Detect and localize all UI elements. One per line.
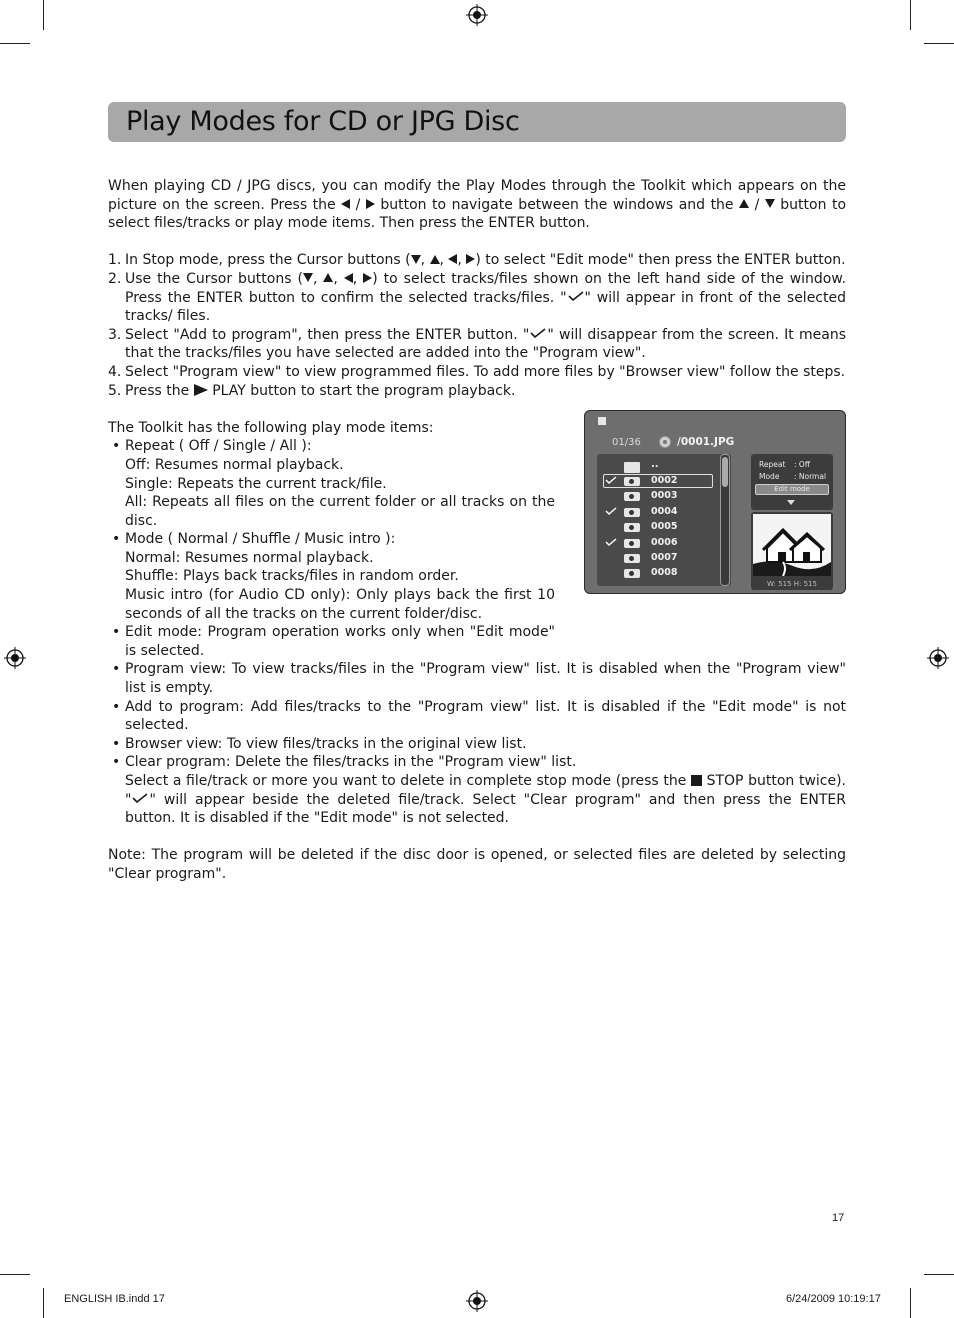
crop-mark: [43, 1288, 44, 1318]
list-item[interactable]: 0005: [597, 520, 717, 535]
step-item: 2. Use the Cursor buttons ( , , , ) to select tracks/files shown on the left hand side of the window. Press the ENTER button to confirm the selected tracks/files. " " will appear in front of the selected tracks/ files.: [108, 270, 846, 325]
intro-paragraph: When playing CD / JPG discs, you can modify the Play Modes through the Toolkit which appears on the picture on the screen. Press the / button to navigate between the windows and the / button to select files/tracks or play mode items. Then press the ENTER button.: [108, 178, 847, 232]
edit-mode-button[interactable]: Edit mode: [755, 484, 829, 495]
right-arrow-icon: [366, 199, 375, 209]
crop-mark: [910, 0, 911, 30]
down-arrow-icon: [303, 273, 313, 282]
crop-mark: [924, 43, 954, 44]
left-arrow-icon: [448, 254, 457, 264]
step-item: 5. Press the PLAY button to start the program playback.: [108, 382, 516, 399]
photo-file-icon: [624, 554, 640, 563]
list-item: • Clear program: Delete the files/tracks in the "Program view" list. Select a file/track or more you want to delete in complete stop mode (press the STOP button twice). " " will appear beside the deleted file/track. Select "Clear program" and then press the ENTER button. It is disabled if the "Edit mode" is not selected.: [112, 754, 846, 827]
image-dimensions: W: 515 H: 515: [767, 580, 817, 588]
right-arrow-icon: [466, 254, 475, 264]
list-item[interactable]: 0006: [597, 536, 717, 551]
photo-file-icon: [624, 569, 640, 578]
mode-value[interactable]: : Normal: [794, 472, 827, 481]
page-number: 17: [832, 1212, 845, 1224]
step-item: 3. Select "Add to program", then press the ENTER button. " " will disappear from the screen. It means that the tracks/files you have selected are added into the "Program view".: [108, 326, 847, 362]
play-icon: [194, 384, 208, 396]
image-preview: [751, 512, 833, 590]
mode-label: Mode: [759, 472, 780, 481]
list-item[interactable]: 0008: [597, 566, 717, 581]
list-item: • Repeat ( Off / Single / All ): Off: Resumes normal playback. Single: Repeats the current track/file. All: Repeats all files on the current folder or all tracks on the disc.: [112, 438, 555, 529]
repeat-label: Repeat: [759, 460, 786, 469]
list-item: • Add to program: Add files/tracks to the "Program view" list. It is disabled if the "Edit mode" is not selected.: [112, 698, 846, 734]
crop-mark: [0, 43, 30, 44]
list-item[interactable]: 0003: [597, 489, 717, 504]
folder-icon: [624, 462, 640, 473]
list-item: • Program view: To view tracks/files in the "Program view" list. It is disabled when the "Program view" list is empty.: [112, 661, 846, 697]
list-item[interactable]: 0007: [597, 551, 717, 566]
photo-file-icon: [624, 508, 640, 517]
repeat-value[interactable]: : Off: [794, 460, 810, 469]
file-counter: 01/36: [612, 437, 641, 448]
step-item: 4. Select "Program view" to view programmed files. To add more files by "Browser view" follow the steps.: [108, 363, 846, 380]
up-arrow-icon: [430, 255, 440, 264]
page-title: Play Modes for CD or JPG Disc: [126, 105, 520, 137]
left-arrow-icon: [341, 199, 350, 209]
photo-file-icon: [624, 477, 640, 486]
registration-mark-icon: [466, 4, 488, 26]
checkmark-icon: [567, 291, 585, 301]
checkmark-icon: [131, 793, 149, 803]
footer-filename: ENGLISH IB.indd 17: [64, 1293, 165, 1305]
list-item: • Edit mode: Program operation works only when "Edit mode" is selected.: [112, 624, 555, 659]
footer-timestamp: 6/24/2009 10:19:17: [786, 1293, 881, 1305]
registration-mark-icon: [466, 1290, 488, 1312]
step-item: 1. In Stop mode, press the Cursor buttons ( , , , ) to select "Edit mode" then press the ENTER button.: [108, 252, 846, 269]
current-file: /0001.JPG: [677, 436, 735, 448]
stop-icon: [691, 775, 702, 786]
checkmark-icon: [605, 538, 617, 547]
disc-icon: [659, 436, 671, 448]
list-item[interactable]: 0004: [597, 505, 717, 520]
list-item[interactable]: 0002: [597, 474, 717, 489]
photo-file-icon: [624, 523, 640, 532]
list-item: • Mode ( Normal / Shuffle / Music intro ): Normal: Resumes normal playback. Shuffle: Plays back tracks/files in random order. Music intro (for Audio CD only): Only plays back the first 10 seconds of all the tracks on the current folder/disc.: [112, 531, 555, 622]
left-arrow-icon: [344, 273, 353, 283]
stop-icon: [598, 417, 606, 425]
checkmark-icon: [605, 476, 617, 485]
up-arrow-icon: [739, 199, 749, 208]
house-thumbnail-icon: [753, 514, 831, 576]
page-title-bar: [108, 102, 846, 142]
crop-mark: [924, 1274, 954, 1275]
chevron-down-icon[interactable]: [787, 500, 795, 505]
toolkit-intro: The Toolkit has the following play mode items:: [108, 419, 434, 436]
registration-mark-icon: [4, 647, 26, 669]
intro-text: When playing CD / JPG discs, you can modify the Play Modes through the Toolkit which appears on the picture on the screen. Press the: [108, 178, 846, 213]
down-arrow-icon: [411, 255, 421, 264]
checkmark-icon: [529, 328, 547, 338]
right-arrow-icon: [363, 273, 372, 283]
checkmark-icon: [605, 507, 617, 516]
photo-file-icon: [624, 539, 640, 548]
file-list: [597, 454, 731, 586]
down-arrow-icon: [765, 199, 775, 208]
crop-mark: [43, 0, 44, 30]
play-mode-menu: [751, 454, 833, 510]
crop-mark: [910, 1288, 911, 1318]
registration-mark-icon: [927, 647, 949, 669]
list-item: • Browser view: To view files/tracks in the original view list.: [112, 735, 527, 752]
note-paragraph: Note: The program will be deleted if the disc door is opened, or selected files are deleted by selecting "Clear program".: [108, 847, 846, 882]
list-item[interactable]: ..: [597, 457, 717, 472]
crop-mark: [0, 1274, 30, 1275]
intro-text: button to navigate between the windows and the: [380, 196, 734, 213]
intro-text: button to select files/tracks or play mode items. Then press the ENTER button.: [108, 196, 847, 232]
up-arrow-icon: [323, 273, 333, 282]
toolkit-screen: [584, 410, 846, 594]
photo-file-icon: [624, 492, 640, 501]
list-scrollbar[interactable]: [720, 454, 730, 586]
